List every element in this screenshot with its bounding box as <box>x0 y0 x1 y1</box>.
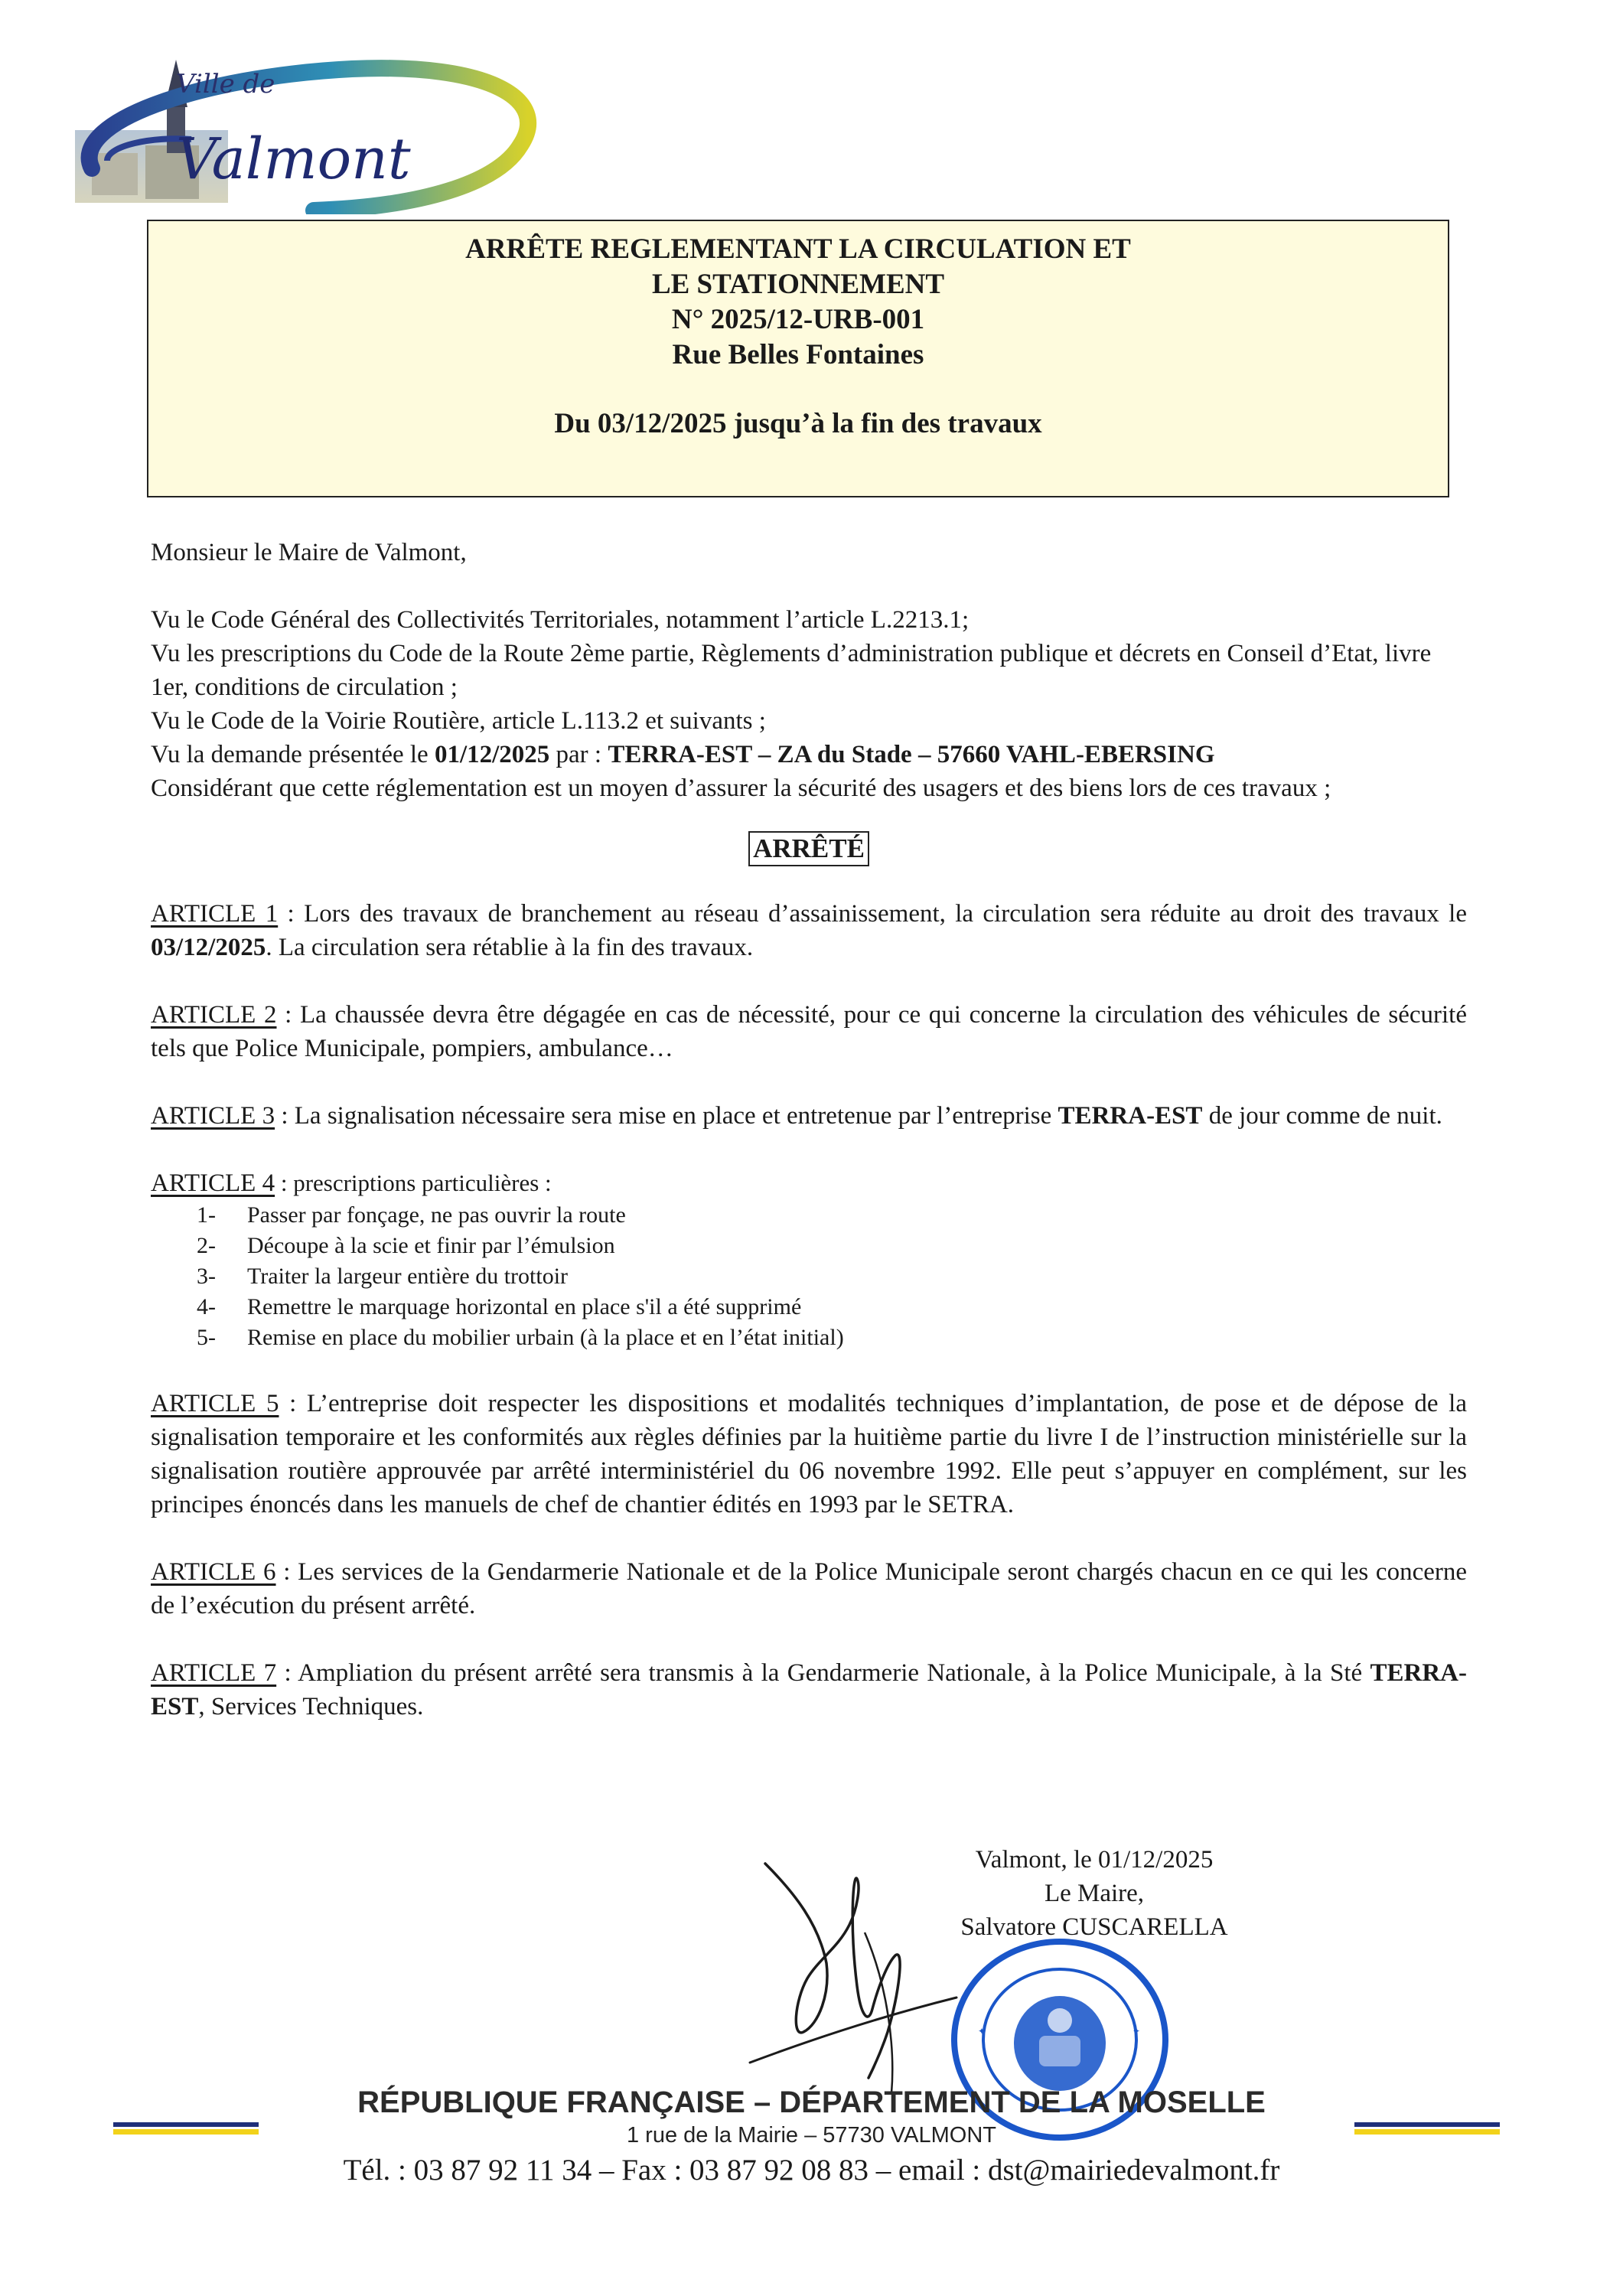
article-1-date: 03/12/2025 <box>151 934 266 961</box>
article-1-label: ARTICLE 1 <box>151 900 279 928</box>
list-item-text: Passer par fonçage, ne pas ouvrir la route <box>247 1202 626 1228</box>
article-5-text: : L’entreprise doit respecter les dispositions et modalités techniques d’implantation, de pose et de dépose de la signalisation temporaire et les conformités aux règles définies par la huitième partie du livre I de l’instruction ministérielle sur la signalisation routière approuvée par arrêté interministériel du 06 novembre 1992. Elle peut s’appuyer en complément, sur les principes énoncés dans les manuels de chef de chantier édités en 1993 par le SETRA. <box>151 1390 1467 1518</box>
article-4 <box>151 1166 1467 1353</box>
list-item-number: 4- <box>197 1294 216 1319</box>
svg-text:✦: ✦ <box>978 2026 986 2037</box>
footer-address: 1 rue de la Mairie – 57730 VALMONT <box>626 2123 997 2148</box>
article-4-heading <box>151 1166 1467 1200</box>
list-item <box>197 1261 1467 1292</box>
considering-line: Considérant que cette réglementation est un moyen d’assurer la sécurité des usagers et des biens lors de ces travaux ; <box>151 775 1331 802</box>
decree-body <box>151 536 1467 1757</box>
vu-line-2: Vu les prescriptions du Code de la Route 2ème partie, Règlements d’administration publique et décrets en Conseil d’Etat, livre 1er, conditions de circulation ; <box>151 640 1432 701</box>
list-item-text: Remettre le marquage horizontal en place s'il a été supprimé <box>247 1294 802 1319</box>
article-3-label: ARTICLE 3 <box>151 1102 275 1130</box>
article-7-text: : Ampliation du présent arrêté sera transmis à la Gendarmerie Nationale, à la Police Municipale, à la Sté <box>276 1659 1370 1687</box>
article-6-text: : Les services de la Gendarmerie Nationale et de la Police Municipale seront chargés chacun en ce qui les concerne de l’exécution du présent arrêté. <box>151 1558 1467 1619</box>
logo-prefix: Ville de <box>176 69 275 99</box>
article-7-label: ARTICLE 7 <box>151 1659 277 1687</box>
decree-dates: Du 03/12/2025 jusqu’à la fin des travaux <box>554 408 1042 439</box>
list-item <box>197 1292 1467 1322</box>
vu-line-4 <box>151 738 1467 771</box>
list-item-text: Remise en place du mobilier urbain (à la place et en l’état initial) <box>247 1325 844 1350</box>
vu-line-1: Vu le Code Général des Collectivités Territoriales, notamment l’article L.2213.1; <box>151 606 970 634</box>
article-7 <box>151 1656 1467 1724</box>
article-4-label: ARTICLE 4 <box>151 1169 275 1197</box>
article-2 <box>151 998 1467 1065</box>
header-title-line2: LE STATIONNEMENT <box>651 269 945 300</box>
logo-name: Valmont <box>176 126 411 192</box>
street-name: Rue Belles Fontaines <box>672 339 924 370</box>
list-item-number: 3- <box>197 1264 216 1289</box>
signature-block <box>934 1843 1255 1944</box>
article-3-text-end: de jour comme de nuit. <box>1202 1102 1442 1130</box>
requesting-company: TERRA-EST – ZA du Stade – 57660 VAHL-EBERSING <box>608 741 1215 768</box>
article-3-company: TERRA-EST <box>1058 1102 1203 1130</box>
article-1-text: : Lors des travaux de branchement au réseau d’assainissement, la circulation sera réduite au droit des travaux le <box>278 900 1468 928</box>
greeting: Monsieur le Maire de Valmont, <box>151 539 467 566</box>
signature-place-date: Valmont, le 01/12/2025 <box>975 1846 1214 1874</box>
letterhead-footer <box>0 2083 1623 2190</box>
article-2-text: : La chaussée devra être dégagée en cas de nécessité, pour ce qui concerne la circulation des véhicules de sécurité tels que Police Municipale, pompiers, ambulance… <box>151 1001 1467 1062</box>
svg-text:✦: ✦ <box>1133 2026 1141 2037</box>
decree-header-box <box>147 220 1449 497</box>
legal-references <box>151 603 1467 805</box>
list-item-number: 1- <box>197 1202 216 1228</box>
list-item <box>197 1322 1467 1353</box>
article-2-label: ARTICLE 2 <box>151 1001 277 1029</box>
header-title-line1: ARRÊTE REGLEMENTANT LA CIRCULATION ET <box>465 233 1131 265</box>
article-7-text-end: , Services Techniques. <box>198 1693 424 1720</box>
list-item <box>197 1200 1467 1231</box>
article-5-label: ARTICLE 5 <box>151 1390 279 1417</box>
article-3 <box>151 1099 1467 1133</box>
decree-number: N° 2025/12-URB-001 <box>671 304 925 335</box>
arrete-title-wrap <box>151 831 1467 866</box>
article-3-text: : La signalisation nécessaire sera mise en place et entretenue par l’entreprise <box>275 1102 1058 1130</box>
signature-name: Salvatore CUSCARELLA <box>960 1913 1228 1941</box>
prescriptions-list <box>197 1200 1467 1353</box>
list-item-number: 5- <box>197 1325 216 1350</box>
footer-republic: RÉPUBLIQUE FRANÇAISE – DÉPARTEMENT DE LA MOSELLE <box>357 2086 1266 2119</box>
vu-line-3: Vu le Code de la Voirie Routière, article L.113.2 et suivants ; <box>151 707 766 735</box>
article-4-text: : prescriptions particulières : <box>275 1169 552 1196</box>
article-1 <box>151 897 1467 964</box>
vu-line-4-mid: par : <box>549 741 608 768</box>
list-item-text: Traiter la largeur entière du trottoir <box>247 1264 569 1289</box>
arrete-title: ARRÊTÉ <box>748 831 869 866</box>
article-6 <box>151 1555 1467 1623</box>
article-6-label: ARTICLE 6 <box>151 1558 276 1586</box>
list-item-text: Découpe à la scie et finir par l’émulsion <box>247 1233 615 1258</box>
article-7-company: TERRA-EST <box>151 1659 1467 1720</box>
list-item <box>197 1231 1467 1261</box>
footer-contact: Tél. : 03 87 92 11 34 – Fax : 03 87 92 08 83 – email : dst@mairiedevalmont.fr <box>343 2154 1280 2187</box>
article-5 <box>151 1387 1467 1521</box>
signature-role: Le Maire, <box>1044 1880 1145 1907</box>
vu-line-4-pre: Vu la demande présentée le <box>151 741 435 768</box>
request-date: 01/12/2025 <box>434 741 550 768</box>
article-1-text-end: . La circulation sera rétablie à la fin des travaux. <box>266 934 754 961</box>
valmont-logo <box>61 54 551 214</box>
list-item-number: 2- <box>197 1233 216 1258</box>
